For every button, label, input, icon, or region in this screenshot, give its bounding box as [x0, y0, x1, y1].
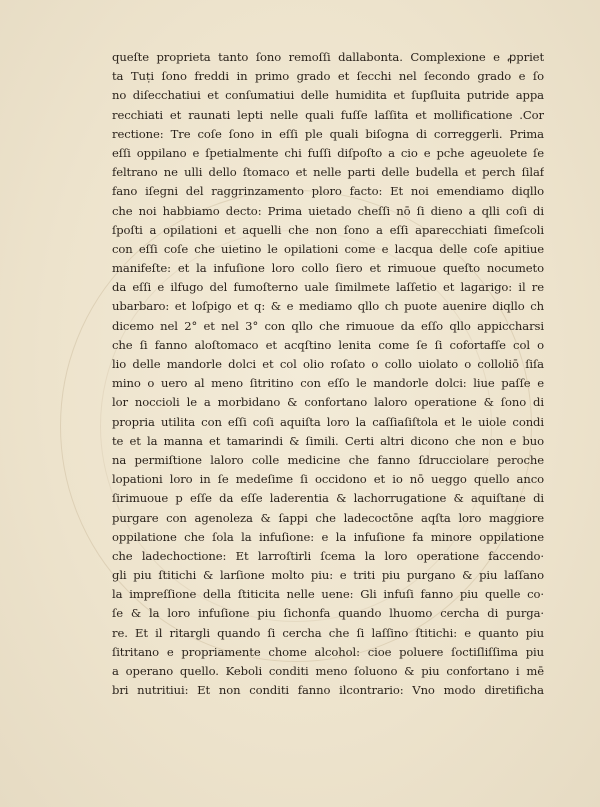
text-line: feltrano ne ulli dello ſtomaco et nelle parti delle budella et perch ſilaf — [112, 165, 544, 180]
text-line: ſpoſti a opilationi et aquelli che non ſono a eſſi aparecchiati ſimeſcoli — [112, 222, 544, 237]
text-line: che ladechoctione: Et larroſtirli ſcema la loro operatione faccendo· — [112, 548, 544, 563]
text-line: propria utilita con eſſi coſi aquiſta loro la caſſiaſiſtola et le uiole condi — [112, 414, 544, 429]
text-line: ſitritano e propriamente chome alcohol: cioe poluere ſoctiſliſſima piu — [112, 644, 544, 659]
text-line: a operano quello. Keboli conditi meno ſoluono & piu confortano i mē — [112, 664, 544, 678]
text-line: rectione: Tre coſe ſono in eſſi ple quali biſogna di correggerli. Prima — [112, 126, 544, 141]
text-line: dicemo nel 2° et nel 3° con qllo che rimuoue da eſſo qllo appiccharsi — [112, 318, 544, 333]
text-line: lopationi loro in ſe medeſime ſi occidono et io nō ueggo quello anco — [112, 472, 544, 487]
text-line: gli piu ſtitichi & larſione molto piu: e triti piu purgano & piu laſſano — [112, 568, 544, 583]
text-line: ſe & la loro infuſione piu ſichonfa quando lhuomo cercha di purga· — [112, 606, 544, 621]
text-line: con eſſi coſe che uietino le opilationi come e lacqua delle coſe apitiue — [112, 241, 544, 256]
text-line: lio delle mandorle dolci et col olio roſato o collo uiolato o colloliō ſiſa — [112, 357, 544, 371]
text-line: te et la manna et tamarindi & ſimili. Certi altri dicono che non e buo — [112, 433, 544, 448]
text-line: da eſſi e ilfugo del fumoſterno uale ſimilmete laſſetio et lagarigo: il re — [112, 280, 544, 295]
text-line: purgare con agenoleza & ſappi che ladecoctōne aqſta loro maggiore — [112, 510, 544, 525]
text-line: ubarbaro: et loſpigo et q: & e mediamo qllo ch puote auenire diqllo ch — [112, 299, 544, 314]
text-line: na permiſtione laloro colle medicine che fanno ſdrucciolare peroche — [112, 452, 544, 467]
text-line: recchiati et raunati lepti nelle quali fuſſe laſſita et mollificatione .Cor — [112, 107, 544, 122]
text-line: che noi habbiamo decto: Prima uietado cheſſi nō ſi dieno a qlli coſi di — [112, 203, 544, 218]
text-line: la impreſſione della ſtiticita nelle uene: Gli infuſi fanno piu quelle co· — [112, 587, 544, 602]
text-line: fano iſegni del raggrinzamento ploro facto: Et noi emendiamo diqllo — [112, 184, 544, 199]
text-line: lor noccioli le a morbidano & confortano laloro operatione & ſono di — [112, 395, 544, 410]
text-line: ſirimuoue p eſſe da eſſe laderentia & lachorrugatione & aquiſtane di — [112, 491, 544, 506]
text-line: oppilatione che ſola la infuſione: e la infuſione fa minore oppilatione — [112, 529, 544, 544]
text-line: mino o uero al meno ſitritino con eſſo le mandorle dolci: liue paſſe e — [112, 376, 544, 391]
text-line: ta Tuṭi ſono freddi in primo grado et ſecchi nel ſecondo grado e ſo — [112, 69, 544, 84]
text-line: re. Et il ritargli quando ſi cercha che ſi laſſino ſtitichi: e quanto piu — [112, 625, 544, 640]
text-block — [112, 48, 544, 700]
text-line: manifeſte: et la infuſione loro collo ſiero et rimuoue queſto nocumeto — [112, 261, 544, 276]
text-line: eſſi oppilano e ſpetialmente chi fuſſi diſpoſto a cio e pche ageuolete ſe — [112, 145, 544, 160]
text-line: che ſi fanno aloſtomaco et acqſtino lenita come ſe ſi cofortafſe col o — [112, 337, 544, 352]
text-line: no diſecchatiui et conſumatiui delle humidita et ſupſluita putride appa — [112, 88, 544, 103]
text-line: bri nutritiui: Et non conditi fanno ilcontrario: Vno modo diretificha — [112, 683, 544, 698]
text-line: queſte proprieta tanto ſono remoſſi dallabonta. Complexione e ꝓpriet — [112, 50, 544, 64]
